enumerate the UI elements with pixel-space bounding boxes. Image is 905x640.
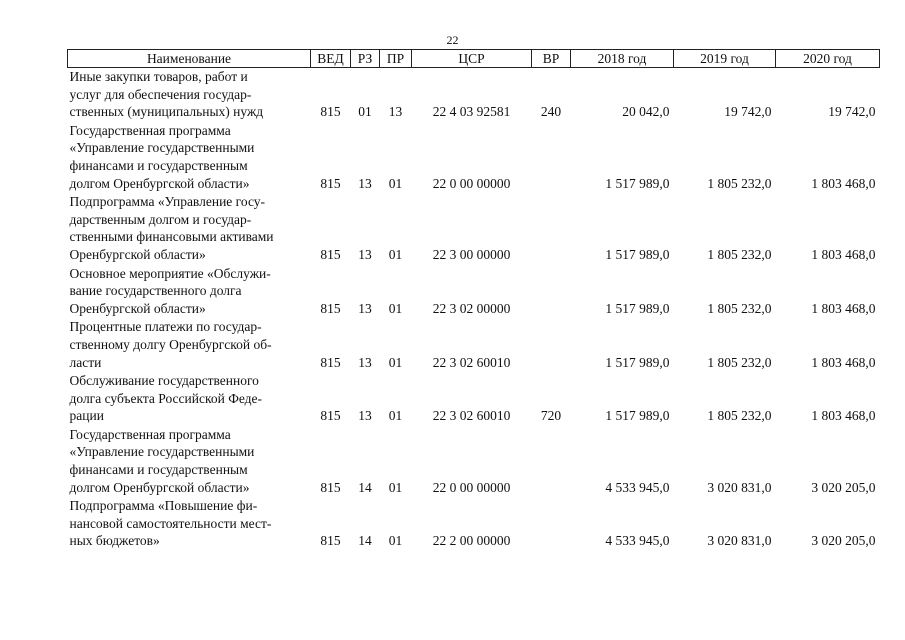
name-line: финансами и государственным (69, 157, 248, 173)
cell-ved: 815 (320, 408, 341, 424)
cell-csr: 22 0 00 00000 (432, 175, 511, 191)
cell-2020: 1 803 468,0 (811, 408, 876, 424)
cell-pr: 01 (388, 246, 403, 262)
header-ved: ВЕД (311, 50, 351, 68)
cell-2019: 1 805 232,0 (707, 246, 772, 262)
header-vr: ВР (532, 50, 571, 68)
name-line: Иные закупки товаров, работ и (69, 69, 248, 84)
name-line: финансами и государственным (69, 462, 248, 478)
table-row (68, 497, 880, 551)
cell-2020: 3 020 205,0 (811, 533, 876, 549)
cell-pr: 01 (388, 175, 403, 191)
cell-rz: 14 (358, 533, 372, 549)
name-line: Основное мероприятие «Обслужи- (69, 265, 271, 281)
cell-vr (532, 193, 571, 264)
cell-2018: 1 517 989,0 (605, 354, 670, 370)
cell-vr (532, 122, 571, 193)
cell-pr: 01 (388, 408, 403, 424)
cell-2018: 1 517 989,0 (605, 300, 670, 316)
cell-2019: 1 805 232,0 (707, 175, 772, 191)
cell-rz: 13 (358, 175, 372, 191)
cell-ved: 815 (320, 246, 341, 262)
cell-pr: 01 (388, 300, 403, 316)
cell-2018: 20 042,0 (622, 104, 670, 120)
cell-2020: 1 803 468,0 (811, 354, 876, 370)
name-line: ственному долгу Оренбургской об- (69, 336, 272, 352)
cell-rz: 13 (358, 300, 372, 316)
cell-ved: 815 (320, 479, 341, 495)
cell-csr: 22 4 03 92581 (432, 104, 511, 120)
cell-ved: 815 (320, 354, 341, 370)
name-line: нансовой самостоятельности мест- (69, 515, 272, 531)
cell-name (68, 372, 311, 426)
cell-vr (532, 426, 571, 497)
name-line: ласти (69, 354, 102, 370)
table-row (68, 265, 880, 319)
cell-2019: 1 805 232,0 (707, 354, 772, 370)
table-body (68, 68, 880, 552)
header-name: Наименование (68, 50, 311, 68)
cell-2020: 1 803 468,0 (811, 246, 876, 262)
cell-2020: 19 742,0 (828, 104, 876, 120)
cell-pr: 01 (388, 479, 403, 495)
cell-name (68, 497, 311, 551)
header-2018: 2018 год (571, 50, 674, 68)
name-line: ных бюджетов» (69, 533, 160, 549)
cell-csr: 22 3 02 60010 (432, 354, 511, 370)
name-line: Подпрограмма «Управление госу- (69, 194, 266, 210)
header-pr: ПР (380, 50, 412, 68)
cell-pr: 01 (388, 533, 403, 549)
cell-2019: 3 020 831,0 (707, 533, 772, 549)
cell-2018: 1 517 989,0 (605, 408, 670, 424)
cell-vr (532, 318, 571, 372)
name-line: Оренбургской области» (69, 300, 206, 316)
cell-csr: 22 0 00 00000 (432, 479, 511, 495)
cell-rz: 14 (358, 479, 372, 495)
table-row (68, 426, 880, 497)
cell-name (68, 193, 311, 264)
name-line: долгом Оренбургской области» (69, 175, 250, 191)
cell-2018: 4 533 945,0 (605, 479, 670, 495)
cell-vr: 720 (540, 408, 562, 424)
cell-rz: 13 (358, 408, 372, 424)
cell-ved: 815 (320, 300, 341, 316)
cell-ved: 815 (320, 175, 341, 191)
cell-name (68, 318, 311, 372)
header-2020: 2020 год (776, 50, 880, 68)
cell-name (68, 68, 311, 122)
cell-name (68, 265, 311, 319)
table-row (68, 318, 880, 372)
cell-pr: 13 (388, 104, 403, 120)
cell-vr (532, 497, 571, 551)
page-number: 22 (446, 33, 459, 47)
table-row (68, 122, 880, 193)
cell-csr: 22 3 02 00000 (432, 300, 511, 316)
name-line: Процентные платежи по государ- (69, 319, 262, 335)
name-line: ственных (муниципальных) нужд (69, 104, 264, 120)
name-line: Государственная программа (69, 122, 231, 138)
cell-pr: 01 (388, 354, 403, 370)
table-header-row (68, 50, 880, 68)
name-line: долгом Оренбургской области» (69, 479, 250, 495)
name-line: рации (69, 408, 104, 424)
cell-2019: 1 805 232,0 (707, 300, 772, 316)
cell-rz: 13 (358, 246, 372, 262)
cell-2020: 1 803 468,0 (811, 300, 876, 316)
name-line: Подпрограмма «Повышение фи- (69, 498, 258, 514)
cell-2020: 3 020 205,0 (811, 479, 876, 495)
name-line: услуг для обеспечения государ- (69, 86, 252, 102)
cell-csr: 22 3 00 00000 (432, 246, 511, 262)
cell-2018: 1 517 989,0 (605, 175, 670, 191)
cell-2018: 4 533 945,0 (605, 533, 670, 549)
name-line: долга субъекта Российской Феде- (69, 390, 263, 406)
cell-name (68, 122, 311, 193)
table-row (68, 372, 880, 426)
name-line: Оренбургской области» (69, 246, 206, 262)
cell-2020: 1 803 468,0 (811, 175, 876, 191)
cell-2019: 1 805 232,0 (707, 408, 772, 424)
name-line: «Управление государственными (69, 444, 255, 460)
header-csr: ЦСР (412, 50, 532, 68)
name-line: ственными финансовыми активами (69, 229, 274, 245)
cell-name (68, 426, 311, 497)
table-row (68, 193, 880, 264)
budget-table (67, 49, 880, 551)
name-line: вание государственного долга (69, 283, 242, 299)
name-line: дарственным долгом и государ- (69, 211, 252, 227)
cell-2019: 19 742,0 (724, 104, 772, 120)
cell-2018: 1 517 989,0 (605, 246, 670, 262)
cell-csr: 22 3 02 60010 (432, 408, 511, 424)
cell-rz: 13 (358, 354, 372, 370)
cell-ved: 815 (320, 104, 341, 120)
cell-rz: 01 (358, 104, 372, 120)
cell-csr: 22 2 00 00000 (432, 533, 511, 549)
header-2019: 2019 год (674, 50, 776, 68)
table-row (68, 68, 880, 122)
name-line: Государственная программа (69, 426, 231, 442)
cell-vr (532, 265, 571, 319)
cell-2019: 3 020 831,0 (707, 479, 772, 495)
cell-ved: 815 (320, 533, 341, 549)
cell-vr: 240 (540, 104, 562, 120)
name-line: Обслуживание государственного (69, 373, 259, 389)
name-line: «Управление государственными (69, 140, 255, 156)
header-rz: РЗ (351, 50, 380, 68)
